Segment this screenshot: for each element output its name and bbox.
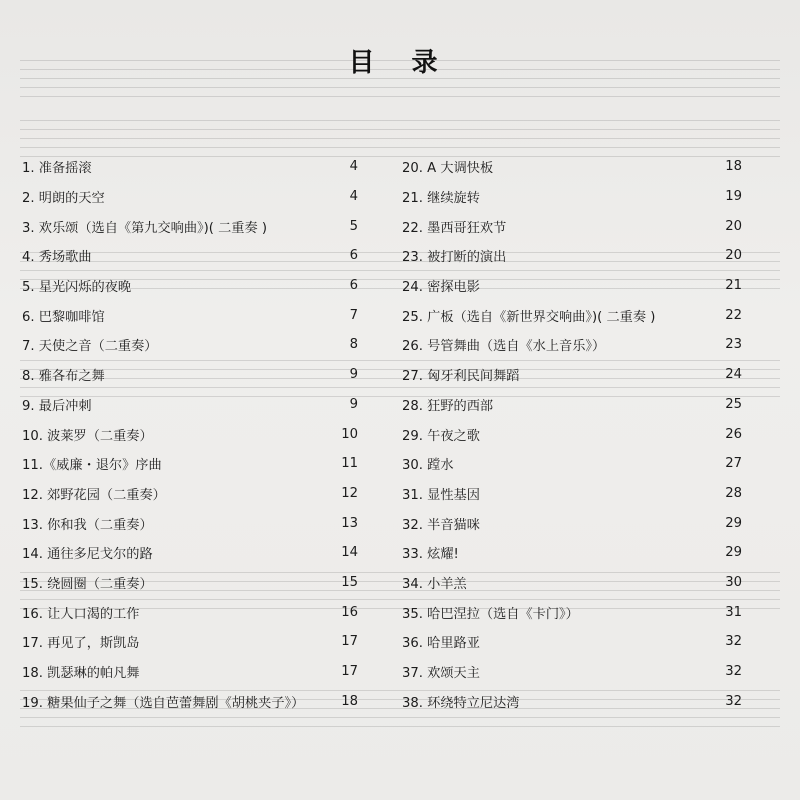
toc-entry <box>22 211 358 241</box>
toc-entry-page-number: 29 <box>725 515 742 531</box>
toc-entry-page-number: 7 <box>349 307 358 323</box>
toc-entry <box>402 360 742 390</box>
toc-entry <box>22 419 358 449</box>
toc-entry <box>402 479 742 509</box>
toc-entry-title: 31. 显性基因 <box>402 487 480 503</box>
toc-entry-page-number: 15 <box>341 574 358 590</box>
toc-entry-title: 17. 再见了，斯凯岛 <box>22 636 140 652</box>
toc-entry <box>22 538 358 568</box>
toc-entry-title: 23. 被打断的演出 <box>402 250 507 266</box>
toc-entry <box>22 241 358 271</box>
toc-entry-page-number: 13 <box>341 515 358 531</box>
toc-entry <box>22 360 358 390</box>
toc-entry <box>22 300 358 330</box>
toc-entry <box>402 241 742 271</box>
toc-entry-page-number: 16 <box>341 604 358 620</box>
toc-entry-page-number: 11 <box>341 456 358 472</box>
toc-entry <box>402 449 742 479</box>
toc-entry-title: 37. 欢颂天主 <box>402 666 480 682</box>
toc-entry <box>402 657 742 687</box>
toc-entry-page-number: 4 <box>349 159 358 175</box>
toc-entry <box>402 182 742 212</box>
toc-entry-page-number: 21 <box>725 278 742 294</box>
toc-entry-title: 24. 密探电影 <box>402 280 480 296</box>
toc-entry-page-number: 24 <box>725 367 742 383</box>
toc-entry-title: 15. 绕圆圈（二重奏） <box>22 576 153 592</box>
toc-entry-page-number: 22 <box>725 307 742 323</box>
toc-entry-page-number: 25 <box>725 396 742 412</box>
toc-entry-title: 30. 蹚水 <box>402 458 454 474</box>
toc-entry-title: 13. 你和我（二重奏） <box>22 517 153 533</box>
toc-entry-page-number: 20 <box>725 218 742 234</box>
toc-entry <box>22 568 358 598</box>
toc-entry-title: 19. 糖果仙子之舞（选自芭蕾舞剧《胡桃夹子》） <box>22 695 305 711</box>
toc-entry-page-number: 9 <box>349 396 358 412</box>
toc-entry <box>22 271 358 301</box>
toc-entry <box>22 449 358 479</box>
toc-entry <box>402 211 742 241</box>
toc-entry <box>22 686 358 716</box>
toc-entry <box>402 152 742 182</box>
toc-entry-page-number: 6 <box>349 278 358 294</box>
toc-entry-title: 3. 欢乐颂（选自《第九交响曲》)( 二重奏 ) <box>22 220 267 236</box>
toc-entry-page-number: 19 <box>725 189 742 205</box>
toc-entry <box>22 390 358 420</box>
toc-column-left <box>22 152 358 716</box>
toc-entry <box>402 627 742 657</box>
toc-entry <box>22 627 358 657</box>
toc-entry-title: 16. 让人口渴的工作 <box>22 606 140 622</box>
toc-entry <box>402 538 742 568</box>
toc-entry-title: 34. 小羊羔 <box>402 576 467 592</box>
toc-entry <box>402 330 742 360</box>
toc-entry-title: 38. 环绕特立尼达湾 <box>402 695 520 711</box>
toc-entry-title: 14. 通往多尼戈尔的路 <box>22 547 153 563</box>
toc-entry-title: 9. 最后冲刺 <box>22 398 92 414</box>
toc-entry-title: 32. 半音猫咪 <box>402 517 480 533</box>
toc-entry-title: 22. 墨西哥狂欢节 <box>402 220 507 236</box>
toc-entry-page-number: 31 <box>725 604 742 620</box>
toc-entry-title: 25. 广板（选自《新世界交响曲》)( 二重奏 ) <box>402 309 656 325</box>
toc-entry-page-number: 32 <box>725 693 742 709</box>
toc-entry <box>402 271 742 301</box>
toc-entry-page-number: 8 <box>349 337 358 353</box>
toc-entry-page-number: 4 <box>349 189 358 205</box>
toc-entry-title: 12. 郊野花园（二重奏） <box>22 487 166 503</box>
toc-entry-page-number: 32 <box>725 664 742 680</box>
toc-entry-page-number: 6 <box>349 248 358 264</box>
toc-entry-page-number: 18 <box>341 693 358 709</box>
toc-entry <box>22 597 358 627</box>
toc-entry-page-number: 20 <box>725 248 742 264</box>
toc-entry-page-number: 23 <box>725 337 742 353</box>
toc-entry-page-number: 30 <box>725 574 742 590</box>
toc-entry-title: 11.《威廉・退尔》序曲 <box>22 458 162 474</box>
toc-entry <box>402 686 742 716</box>
toc-entry-page-number: 9 <box>349 367 358 383</box>
toc-entry-title: 2. 明朗的天空 <box>22 191 105 207</box>
toc-entry-title: 8. 雅各布之舞 <box>22 369 105 385</box>
toc-entry-title: 27. 匈牙利民间舞蹈 <box>402 369 520 385</box>
toc-entry <box>22 330 358 360</box>
toc-entry <box>22 508 358 538</box>
toc-entry <box>402 300 742 330</box>
toc-entry <box>22 182 358 212</box>
toc-entry-page-number: 12 <box>341 485 358 501</box>
toc-entry-title: 26. 号管舞曲（选自《水上音乐》） <box>402 339 606 355</box>
toc-entry-page-number: 10 <box>341 426 358 442</box>
toc-entry-page-number: 17 <box>341 664 358 680</box>
toc-entry-title: 18. 凯瑟琳的帕凡舞 <box>22 666 140 682</box>
toc-entry-page-number: 14 <box>341 545 358 561</box>
toc-entry-page-number: 32 <box>725 634 742 650</box>
toc-entry-title: 1. 准备摇滚 <box>22 161 92 177</box>
toc-entry-title: 33. 炫耀! <box>402 547 459 563</box>
toc-entry-title: 35. 哈巴涅拉（选自《卡门》） <box>402 606 579 622</box>
toc-entry-title: 28. 狂野的西部 <box>402 398 494 414</box>
toc-entry <box>22 152 358 182</box>
toc-entry-title: 36. 哈里路亚 <box>402 636 480 652</box>
toc-entry-title: 7. 天使之音（二重奏） <box>22 339 158 355</box>
toc-entry-title: 5. 星光闪烁的夜晚 <box>22 280 132 296</box>
toc-entry-title: 20. A 大调快板 <box>402 161 494 177</box>
toc-entry-page-number: 18 <box>725 159 742 175</box>
toc-entry-title: 10. 波莱罗（二重奏） <box>22 428 153 444</box>
toc-entry-title: 21. 继续旋转 <box>402 191 480 207</box>
toc-entry <box>402 568 742 598</box>
toc-entry <box>402 390 742 420</box>
toc-entry-title: 4. 秀场歌曲 <box>22 250 92 266</box>
toc-entry-page-number: 5 <box>349 218 358 234</box>
bleed-staff <box>20 120 780 156</box>
toc-entry <box>402 508 742 538</box>
toc-entry-page-number: 27 <box>725 456 742 472</box>
toc-entry-page-number: 26 <box>725 426 742 442</box>
toc-entry <box>402 419 742 449</box>
toc-entry <box>22 479 358 509</box>
page-title: 目 录 <box>348 48 452 78</box>
toc-column-right <box>402 152 742 716</box>
toc-entry-title: 29. 午夜之歌 <box>402 428 480 444</box>
toc-entry <box>22 657 358 687</box>
toc-entry-page-number: 17 <box>341 634 358 650</box>
toc-entry-page-number: 28 <box>725 485 742 501</box>
toc-entry-title: 6. 巴黎咖啡馆 <box>22 309 105 325</box>
toc-entry <box>402 597 742 627</box>
toc-entry-page-number: 29 <box>725 545 742 561</box>
